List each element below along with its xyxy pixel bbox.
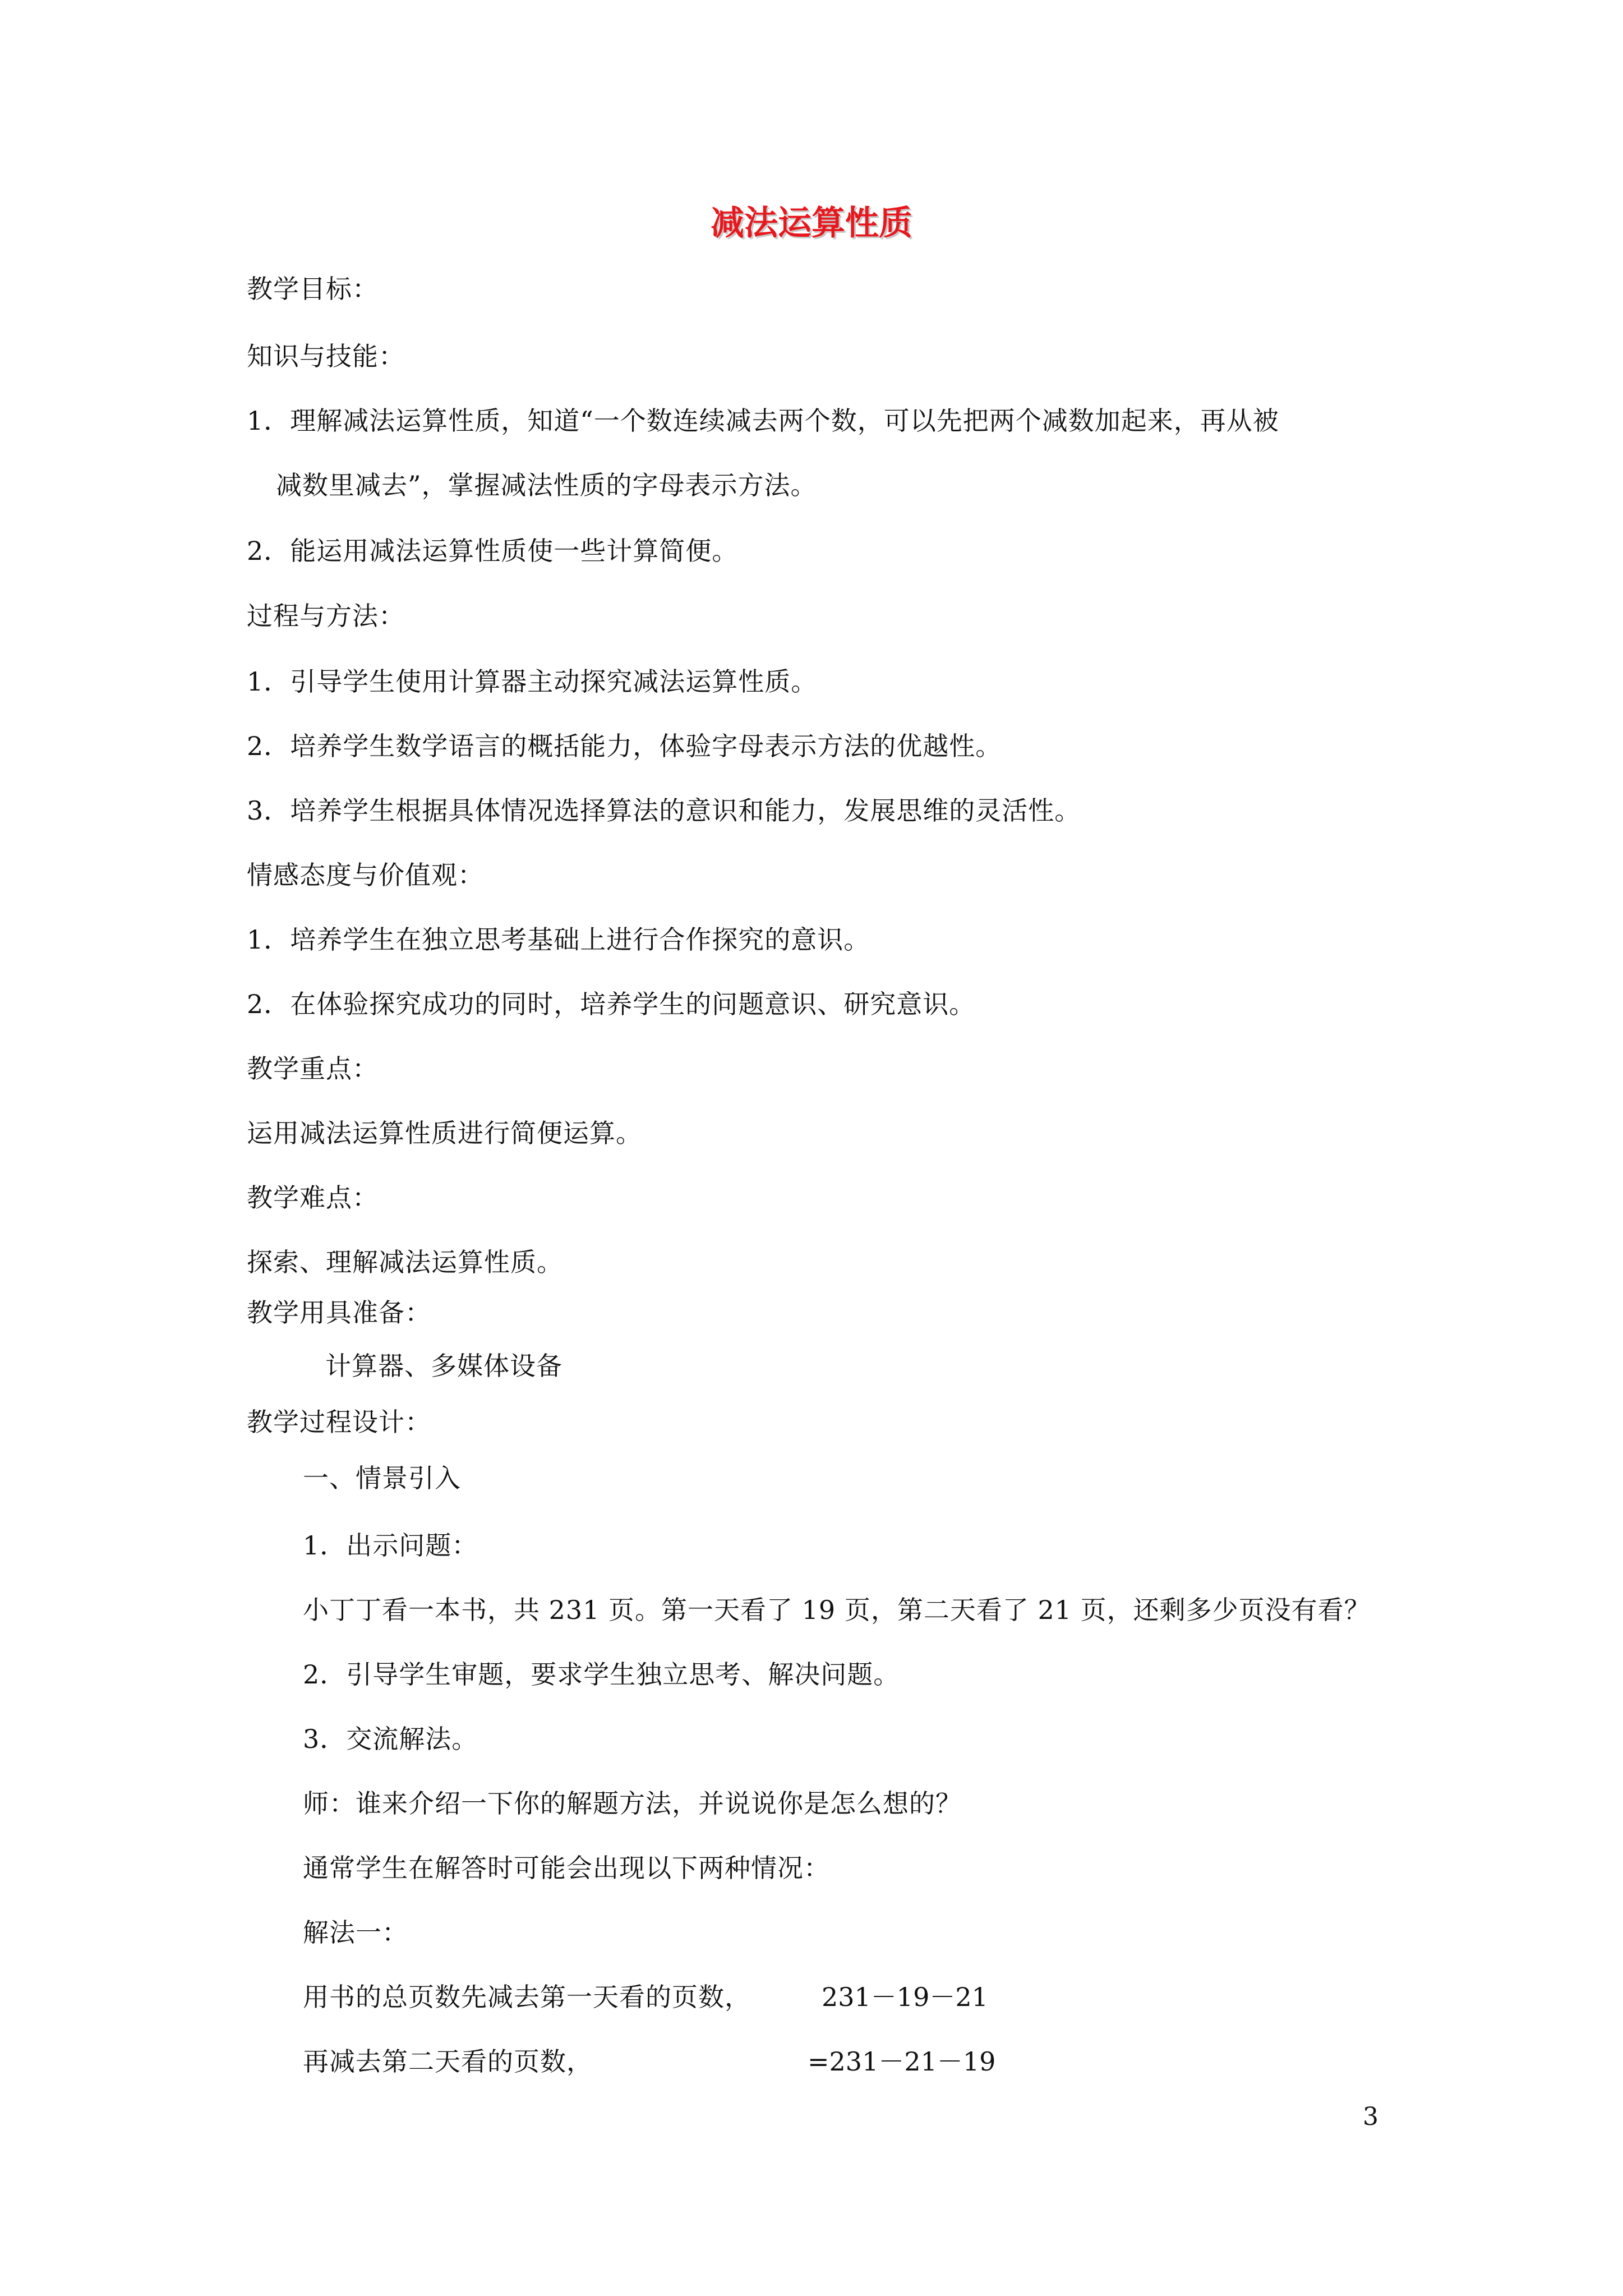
emotion-item-1: 1．培养学生在独立思考基础上进行合作探究的意识。 [247, 924, 870, 955]
heading-key-point: 教学重点： [247, 1053, 379, 1084]
calc-line-1: 231－19－21 [822, 1982, 988, 2012]
process-item-3: 3．培养学生根据具体情况选择算法的意识和能力，发展思维的灵活性。 [247, 795, 1081, 826]
process-item-2: 2．培养学生数学语言的概括能力，体验字母表示方法的优越性。 [247, 731, 1002, 761]
page-number: 3 [1363, 2102, 1378, 2131]
section-intro: 一、情景引入 [303, 1463, 461, 1493]
difficulty-text: 探索、理解减法运算性质。 [247, 1247, 563, 1277]
solution-1-step-1: 用书的总页数先减去第一天看的页数， [303, 1982, 751, 2012]
calc-line-2: =231－21－19 [808, 2046, 996, 2077]
heading-teaching-goals: 教学目标： [247, 274, 379, 304]
goal-item-1-continued: 减数里减去”，掌握减法性质的字母表示方法。 [276, 470, 817, 500]
heading-tools: 教学用具准备： [247, 1297, 431, 1328]
problem-text: 小丁丁看一本书，共 231 页。第一天看了 19 页，第二天看了 21 页，还剩多少页没有看？ [303, 1595, 1371, 1625]
teacher-question: 师：谁来介绍一下你的解题方法，并说说你是怎么想的？ [303, 1788, 962, 1819]
step-2: 2．引导学生审题，要求学生独立思考、解决问题。 [303, 1659, 900, 1690]
step-3: 3．交流解法。 [303, 1724, 478, 1754]
document-title: 减法运算性质 [711, 204, 912, 243]
key-point-text: 运用减法运算性质进行简便运算。 [247, 1118, 642, 1148]
heading-process-design: 教学过程设计： [247, 1407, 431, 1437]
step-1: 1．出示问题： [303, 1530, 478, 1561]
goal-item-1: 1．理解减法运算性质，知道“一个数连续减去两个数，可以先把两个减数加起来，再从被 [247, 406, 1279, 436]
heading-emotion-values: 情感态度与价值观： [247, 860, 484, 890]
student-cases-intro: 通常学生在解答时可能会出现以下两种情况： [303, 1853, 830, 1883]
emotion-item-2: 2．在体验探究成功的同时，培养学生的问题意识、研究意识。 [247, 989, 976, 1019]
goal-item-2: 2．能运用减法运算性质使一些计算简便。 [247, 536, 739, 566]
heading-difficulty: 教学难点： [247, 1182, 379, 1213]
tools-text: 计算器、多媒体设备 [325, 1351, 562, 1381]
solution-1-label: 解法一： [303, 1917, 408, 1948]
heading-knowledge-skills: 知识与技能： [247, 341, 405, 371]
heading-process-method: 过程与方法： [247, 601, 405, 631]
process-item-1: 1．引导学生使用计算器主动探究减法运算性质。 [247, 666, 818, 697]
solution-1-step-2: 再减去第二天看的页数， [303, 2046, 593, 2077]
